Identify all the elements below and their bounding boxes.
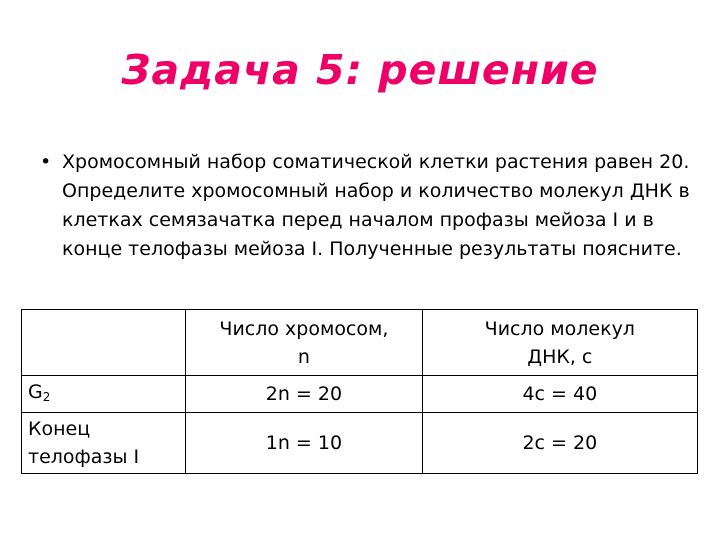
row-label-g2-subscript: 2 [42,389,51,404]
table-row-g2 [22,376,698,413]
row-telophase-chromosomes: 1n = 10 [186,413,422,474]
table-header-row [22,310,698,376]
header-dna-line1: Число молекул [484,317,635,340]
row-label-g2-main: G [28,380,43,403]
header-chromosomes-line1: Число хромосом, [219,317,389,340]
row-label-telophase-line2: телофазы I [28,446,140,468]
results-table [21,309,698,474]
row-label-telophase-end [22,413,186,474]
row-g2-dna: 4c = 40 [422,376,697,413]
header-dna-line2: ДНК, с [527,345,593,368]
table-row-telophase-end [22,413,698,474]
header-chromosomes-cell [186,310,422,376]
header-dna-cell [422,310,697,376]
row-label-telophase-line1: Конец [28,418,91,440]
header-empty-cell [22,310,186,376]
task-bullet-item [40,148,690,264]
slide-title: Задача 5: решение [121,46,599,94]
header-chromosomes-line2: n [297,345,310,368]
row-telophase-dna: 2c = 20 [422,413,697,474]
row-label-g2 [22,376,186,413]
row-g2-chromosomes: 2n = 20 [186,376,422,413]
task-text: Хромосомный набор соматической клетки растения равен 20. Определите хромосомный набор и количество молекул ДНК в клетках семязачатка перед началом профазы мейоза I и в конце телофазы мейоза I. Полученные результаты поясните. [62,151,690,260]
bullet-marker: • [40,151,52,173]
